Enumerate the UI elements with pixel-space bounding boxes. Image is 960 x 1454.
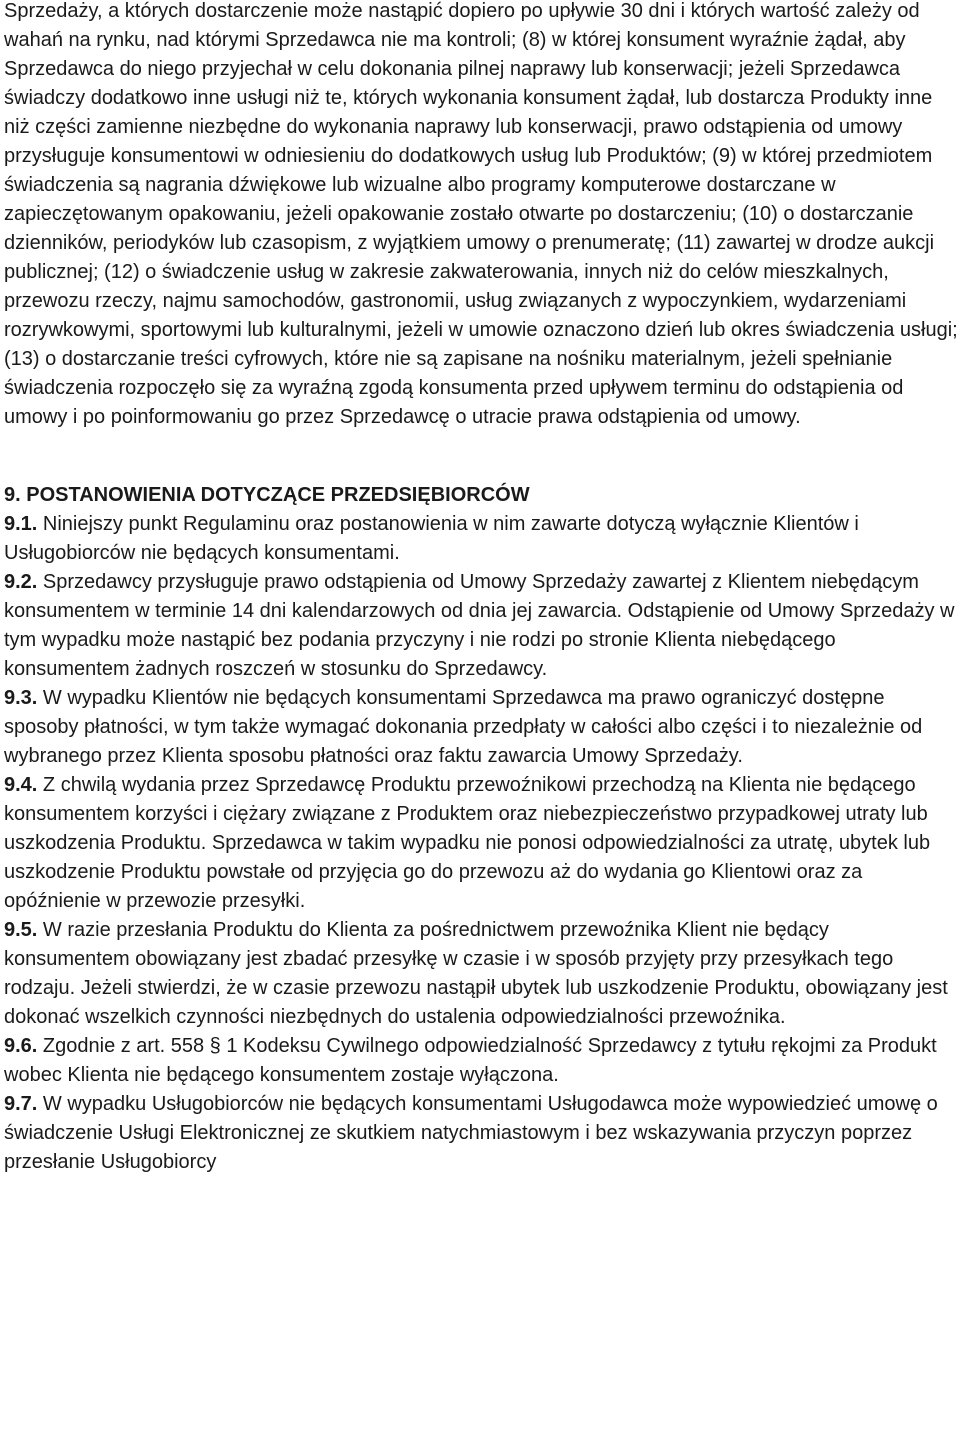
clause-9-4	[4, 771, 959, 916]
clause-9-7	[4, 1090, 959, 1177]
document-page	[4, 0, 959, 1177]
clause-number: 9.1.	[4, 513, 38, 535]
clause-text: Z chwilą wydania przez Sprzedawcę Produktu przewoźnikowi przechodzą na Klienta nie będącego konsumentem korzyści i ciężary związane z Produktem oraz niebezpieczeństwo przypadkowej utraty lub uszkodzenia Produktu. Sprzedawca w takim wypadku nie ponosi odpowiedzialności za utratę, ubytek lub uszkodzenie Produktu powstałe od przyjęcia go do przewozu aż do wydania go Klientowi oraz za opóźnienie w przewozie przesyłki.	[4, 774, 931, 912]
clause-number: 9.6.	[4, 1035, 38, 1057]
clause-9-3	[4, 684, 959, 771]
clause-text: W wypadku Klientów nie będących konsumentami Sprzedawca ma prawo ograniczyć dostępne sposoby płatności, w tym także wymagać dokonania przedpłaty w całości albo części i to niezależnie od wybranego przez Klienta sposobu płatności oraz faktu zawarcia Umowy Sprzedaży.	[4, 687, 923, 767]
clause-9-2	[4, 568, 959, 684]
clause-number: 9.2.	[4, 571, 38, 593]
clause-text: W wypadku Usługobiorców nie będących konsumentami Usługodawca może wypowiedzieć umowę o świadczenie Usługi Elektronicznej ze skutkiem natychmiastowym i bez wskazywania przyczyn poprzez przesłanie Usługobiorcy	[4, 1093, 938, 1173]
clause-number: 9.7.	[4, 1093, 38, 1115]
clause-text: W razie przesłania Produktu do Klienta za pośrednictwem przewoźnika Klient nie będący konsumentem obowiązany jest zbadać przesyłkę w czasie i w sposób przyjęty przy przesyłkach tego rodzaju. Jeżeli stwierdzi, że w czasie przewozu nastąpił ubytek lub uszkodzenie Produktu, obowiązany jest dokonać wszelkich czynności niezbędnych do ustalenia odpowiedzialności przewoźnika.	[4, 919, 948, 1028]
clause-9-1	[4, 510, 959, 568]
clause-9-6	[4, 1032, 959, 1090]
clause-text: Niniejszy punkt Regulaminu oraz postanowienia w nim zawarte dotyczą wyłącznie Klientów i Usługobiorców nie będących konsumentami.	[4, 513, 859, 564]
clause-number: 9.5.	[4, 919, 38, 941]
clause-text: Sprzedawcy przysługuje prawo odstąpienia od Umowy Sprzedaży zawartej z Klientem niebędącym konsumentem w terminie 14 dni kalendarzowych od dnia jej zawarcia. Odstąpienie od Umowy Sprzedaży w tym wypadku może nastąpić bez podania przyczyny i nie rodzi po stronie Klienta niebędącego konsumentem żadnych roszczeń w stosunku do Sprzedawcy.	[4, 571, 955, 680]
section-heading: 9. POSTANOWIENIA DOTYCZĄCE PRZEDSIĘBIORCÓW	[4, 484, 530, 506]
clause-number: 9.3.	[4, 687, 38, 709]
clause-text: Zgodnie z art. 558 § 1 Kodeksu Cywilnego odpowiedzialność Sprzedawcy z tytułu rękojmi za Produkt wobec Klienta nie będącego konsumentem zostaje wyłączona.	[4, 1035, 937, 1086]
clause-list	[4, 510, 959, 1177]
clause-9-5	[4, 916, 959, 1032]
clause-number: 9.4.	[4, 774, 38, 796]
intro-paragraph: Sprzedaży, a których dostarczenie może nastąpić dopiero po upływie 30 dni i których wartość zależy od wahań na rynku, nad którymi Sprzedawca nie ma kontroli; (8) w której konsument wyraźnie żądał, aby Sprzedawca do niego przyjechał w celu dokonania pilnej naprawy lub konserwacji; jeżeli Sprzedawca świadczy dodatkowo inne usługi niż te, których wykonania konsument żądał, lub dostarcza Produkty inne niż części zamienne niezbędne do wykonania naprawy lub konserwacji, prawo odstąpienia od umowy przysługuje konsumentowi w odniesieniu do dodatkowych usług lub Produktów; (9) w której przedmiotem świadczenia są nagrania dźwiękowe lub wizualne albo programy komputerowe dostarczane w zapieczętowanym opakowaniu, jeżeli opakowanie zostało otwarte po dostarczeniu; (10) o dostarczanie dzienników, periodyków lub czasopism, z wyjątkiem umowy o prenumeratę; (11) zawartej w drodze aukcji publicznej; (12) o świadczenie usług w zakresie zakwaterowania, innych niż do celów mieszkalnych, przewozu rzeczy, najmu samochodów, gastronomii, usług związanych z wypoczynkiem, wydarzeniami rozrywkowymi, sportowymi lub kulturalnymi, jeżeli w umowie oznaczono dzień lub okres świadczenia usługi; (13) o dostarczanie treści cyfrowych, które nie są zapisane na nośniku materialnym, jeżeli spełnianie świadczenia rozpoczęło się za wyraźną zgodą konsumenta przed upływem terminu do odstąpienia od umowy i po poinformowaniu go przez Sprzedawcę o utracie prawa odstąpienia od umowy.	[4, 0, 958, 428]
